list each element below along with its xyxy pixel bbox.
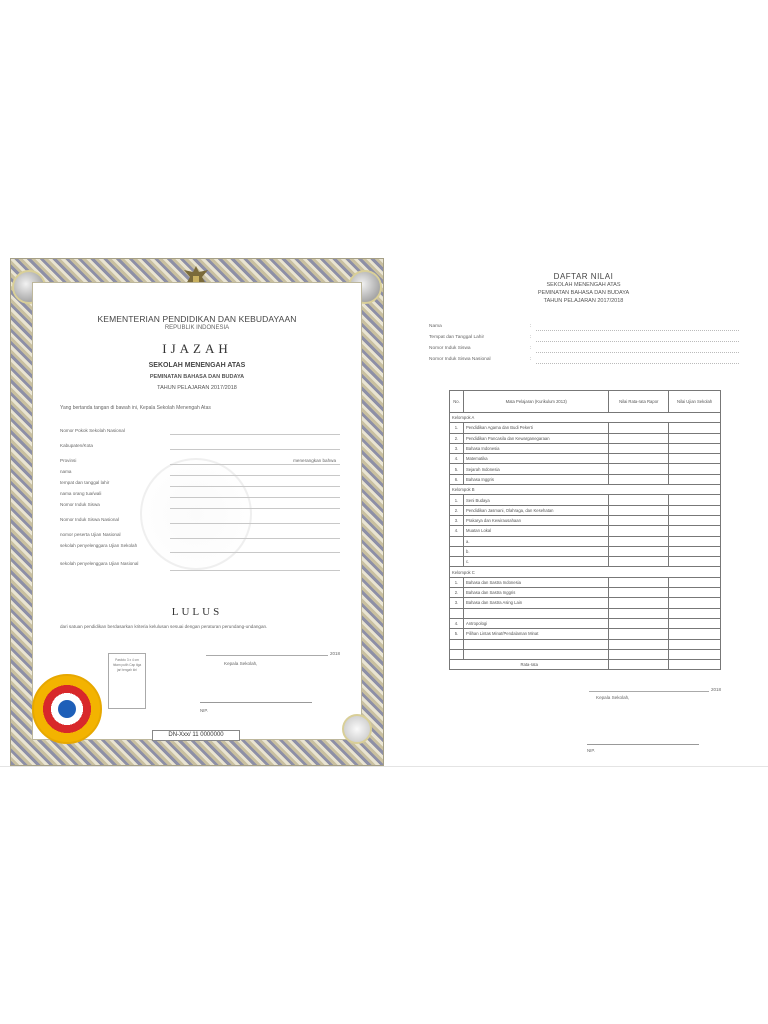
field-label: Provinsi xyxy=(60,458,77,463)
field-row xyxy=(60,502,340,513)
declaration-text: Yang bertanda tangan di bawah ini, Kepala Sekolah Menengah Atas xyxy=(60,405,211,411)
table-row xyxy=(450,618,721,628)
exam-score-cell xyxy=(669,495,721,505)
exam-score-cell xyxy=(669,526,721,536)
report-average-cell xyxy=(609,629,669,639)
table-row xyxy=(450,649,721,659)
subject-name: Bahasa dan Sastra Asing Lain xyxy=(463,598,608,608)
row-number: 5. xyxy=(450,464,464,474)
subject-name xyxy=(463,608,608,618)
subject-name: Matematika xyxy=(463,454,608,464)
row-number: 1. xyxy=(450,577,464,587)
row-number: 3. xyxy=(450,515,464,525)
bio-row: Nomor Induk Siswa Nasional : xyxy=(429,357,739,368)
signatory-title: Kepala Sekolah, xyxy=(224,661,258,666)
field-row xyxy=(60,443,340,454)
table-row xyxy=(450,577,721,587)
field-label: Nomor Pokok Sekolah Nasional xyxy=(60,428,125,433)
field-row xyxy=(60,561,340,575)
exam-score-cell xyxy=(669,505,721,515)
subject-name: Seni Budaya xyxy=(463,495,608,505)
report-average-cell xyxy=(609,557,669,567)
serial-number: DN-Xxx/ 11 0000000 xyxy=(152,730,240,741)
subject-name: b. xyxy=(463,546,608,556)
report-average-cell xyxy=(609,515,669,525)
field-row xyxy=(60,480,340,491)
field-row xyxy=(60,517,340,528)
exam-score-cell xyxy=(669,474,721,484)
row-number: 2. xyxy=(450,588,464,598)
row-number: 4. xyxy=(450,618,464,628)
report-average-cell xyxy=(609,536,669,546)
row-number: 2. xyxy=(450,505,464,515)
subject-name: Pendidikan Agama dan Budi Pekerti xyxy=(463,423,608,433)
row-number: 6. xyxy=(450,474,464,484)
table-row xyxy=(450,598,721,608)
transcript-sign-place-date xyxy=(589,687,721,692)
field-right-text: menerangkan bahwa xyxy=(293,458,336,463)
row-number xyxy=(450,639,464,649)
sign-year: 2018 xyxy=(329,651,340,656)
exam-score-cell xyxy=(669,557,721,567)
school-type: SEKOLAH MENENGAH ATAS xyxy=(148,362,246,369)
report-average-cell xyxy=(609,464,669,474)
sign-place-date xyxy=(206,651,340,656)
report-average-cell xyxy=(609,433,669,443)
exam-score-cell xyxy=(669,443,721,453)
average-label: Rata-rata xyxy=(450,660,609,670)
subject-name: c. xyxy=(463,557,608,567)
transcript-program: PEMINATAN BAHASA DAN BUDAYA xyxy=(537,290,630,296)
field-row xyxy=(60,532,340,543)
row-number xyxy=(450,608,464,618)
report-average-cell xyxy=(609,639,669,649)
table-row xyxy=(450,423,721,433)
exam-score-cell xyxy=(669,454,721,464)
header-report-average: Nilai Rata-rata Rapor xyxy=(609,391,669,413)
report-average-cell xyxy=(609,598,669,608)
exam-score-cell xyxy=(669,536,721,546)
ministry-name: KEMENTERIAN PENDIDIKAN DAN KEBUDAYAAN xyxy=(97,314,297,324)
field-row xyxy=(60,428,340,439)
report-average-cell xyxy=(609,454,669,464)
report-average-cell xyxy=(609,649,669,659)
student-bio xyxy=(429,324,739,368)
field-label: Nomor Induk Siswa Nasional xyxy=(60,517,119,522)
row-number: 4. xyxy=(450,526,464,536)
group-label: Kelompok A xyxy=(450,413,721,423)
certificate-title: IJAZAH xyxy=(162,341,232,356)
bio-row: Tempat dan Tanggal Lahir : xyxy=(429,335,739,346)
table-row xyxy=(450,443,721,453)
table-row xyxy=(450,639,721,649)
row-number: 3. xyxy=(450,443,464,453)
subject-name xyxy=(463,639,608,649)
subject-name: Bahasa dan Sastra Indonesia xyxy=(463,577,608,587)
tut-wuri-handayani-logo-icon xyxy=(32,674,102,744)
field-label: Kabupaten/Kota xyxy=(60,443,93,448)
field-row xyxy=(60,543,340,557)
field-label: sekolah penyelenggara Ujian Sekolah xyxy=(60,543,138,548)
exam-score-cell xyxy=(669,649,721,659)
report-average-cell xyxy=(609,608,669,618)
group-row xyxy=(450,485,721,495)
average-report-cell xyxy=(609,660,669,670)
exam-score-cell xyxy=(669,618,721,628)
row-number xyxy=(450,649,464,659)
transcript-page xyxy=(399,258,768,766)
subject-name: Pilihan Lintas Minat/Pendalaman Minat xyxy=(463,629,608,639)
table-row xyxy=(450,474,721,484)
transcript-signatory-title: Kepala Sekolah, xyxy=(596,695,630,700)
table-row xyxy=(450,629,721,639)
exam-score-cell xyxy=(669,546,721,556)
exam-score-cell xyxy=(669,433,721,443)
subject-name: Pendidikan Jasmani, Olahraga, dan Kesehatan xyxy=(463,505,608,515)
table-row xyxy=(450,588,721,598)
group-row xyxy=(450,567,721,577)
row-number: 4. xyxy=(450,454,464,464)
table-row xyxy=(450,433,721,443)
table-row xyxy=(450,515,721,525)
exam-score-cell xyxy=(669,629,721,639)
photo-placeholder: Pasfoto 3 x 4 cm hitam putih Cap tiga jari tengah kiri xyxy=(108,653,146,709)
field-label: sekolah penyelenggara Ujian Nasional xyxy=(60,561,139,566)
ijazah-certificate xyxy=(10,258,384,766)
exam-score-cell xyxy=(669,423,721,433)
subject-name: Bahasa Inggris xyxy=(463,474,608,484)
field-label: Nomor Induk Siswa xyxy=(60,502,100,507)
field-row xyxy=(60,469,340,480)
table-row xyxy=(450,557,721,567)
exam-score-cell xyxy=(669,639,721,649)
report-average-cell xyxy=(609,588,669,598)
row-number: 5. xyxy=(450,629,464,639)
group-row xyxy=(450,413,721,423)
subject-name: a. xyxy=(463,536,608,546)
header-exam-score: Nilai Ujian Sekolah xyxy=(669,391,721,413)
subject-name: Prakarya dan Kewirausahaan xyxy=(463,515,608,525)
row-number xyxy=(450,546,464,556)
exam-score-cell xyxy=(669,598,721,608)
report-average-cell xyxy=(609,505,669,515)
signature-line xyxy=(200,702,312,703)
transcript-signature-line xyxy=(587,744,699,745)
field-label: nomor peserta Ujian Nasional xyxy=(60,532,121,537)
result-status: LULUS xyxy=(171,606,223,618)
transcript-year: TAHUN PELAJARAN 2017/2018 xyxy=(543,298,624,304)
row-number xyxy=(450,557,464,567)
subject-name: Pendidikan Pancasila dan Kewarganegaraan xyxy=(463,433,608,443)
average-exam-cell xyxy=(669,660,721,670)
row-number: 3. xyxy=(450,598,464,608)
bio-label: Tempat dan Tanggal Lahir xyxy=(429,335,485,340)
exam-score-cell xyxy=(669,464,721,474)
report-average-cell xyxy=(609,526,669,536)
student-fields xyxy=(60,428,340,575)
table-row xyxy=(450,526,721,536)
row-number: 1. xyxy=(450,423,464,433)
transcript-school-type: SEKOLAH MENENGAH ATAS xyxy=(546,282,621,288)
header-subject: Mata Pelajaran (Kurikulum 2013) xyxy=(463,391,608,413)
grades-body xyxy=(450,413,721,670)
subject-name: Muatan Lokal xyxy=(463,526,608,536)
academic-year: TAHUN PELAJARAN 2017/2018 xyxy=(157,385,237,391)
group-label: Kelompok B xyxy=(450,485,721,495)
bio-label: Nomor Induk Siswa xyxy=(429,346,471,351)
field-row xyxy=(60,491,340,502)
report-average-cell xyxy=(609,577,669,587)
average-row xyxy=(450,660,721,670)
header-no: No. xyxy=(450,391,464,413)
report-average-cell xyxy=(609,546,669,556)
table-row xyxy=(450,495,721,505)
report-average-cell xyxy=(609,443,669,453)
exam-score-cell xyxy=(669,577,721,587)
field-label: nama xyxy=(60,469,72,474)
bio-row: Nama : xyxy=(429,324,739,335)
table-row xyxy=(450,464,721,474)
subject-name: Antropologi xyxy=(463,618,608,628)
bio-label: Nomor Induk Siswa Nasional xyxy=(429,357,491,362)
row-number: 2. xyxy=(450,433,464,443)
signatory-nip: NIP. xyxy=(200,708,208,713)
row-number xyxy=(450,536,464,546)
graduation-statement: dari satuan pendidikan berdasarkan kriteria kelulusan sesuai dengan peraturan perundang-undangan. xyxy=(60,624,268,629)
field-row xyxy=(60,458,340,469)
report-average-cell xyxy=(609,618,669,628)
program-name: PEMINATAN BAHASA DAN BUDAYA xyxy=(149,374,245,380)
group-label: Kelompok C xyxy=(450,567,721,577)
bio-row: Nomor Induk Siswa : xyxy=(429,346,739,357)
table-row xyxy=(450,505,721,515)
transcript-signatory-nip: NIP. xyxy=(587,748,595,753)
bio-label: Nama xyxy=(429,324,442,329)
table-row xyxy=(450,454,721,464)
subject-name: Bahasa dan Sastra Inggris xyxy=(463,588,608,598)
subject-name xyxy=(463,649,608,659)
grades-table xyxy=(449,390,721,670)
republic-name: REPUBLIK INDONESIA xyxy=(164,325,230,331)
subject-name: Bahasa Indonesia xyxy=(463,443,608,453)
transcript-title: DAFTAR NILAI xyxy=(553,272,614,281)
table-row xyxy=(450,608,721,618)
report-average-cell xyxy=(609,423,669,433)
exam-score-cell xyxy=(669,588,721,598)
transcript-sign-year: 2018 xyxy=(710,687,721,692)
report-average-cell xyxy=(609,474,669,484)
page-divider xyxy=(0,766,768,767)
row-number: 1. xyxy=(450,495,464,505)
corner-seal-icon xyxy=(342,714,372,744)
grades-header-row xyxy=(450,391,721,413)
table-row xyxy=(450,536,721,546)
exam-score-cell xyxy=(669,608,721,618)
subject-name: Sejarah Indonesia xyxy=(463,464,608,474)
table-row xyxy=(450,546,721,556)
exam-score-cell xyxy=(669,515,721,525)
field-label: nama orang tua/wali xyxy=(60,491,102,496)
field-label: tempat dan tanggal lahir xyxy=(60,480,110,485)
report-average-cell xyxy=(609,495,669,505)
